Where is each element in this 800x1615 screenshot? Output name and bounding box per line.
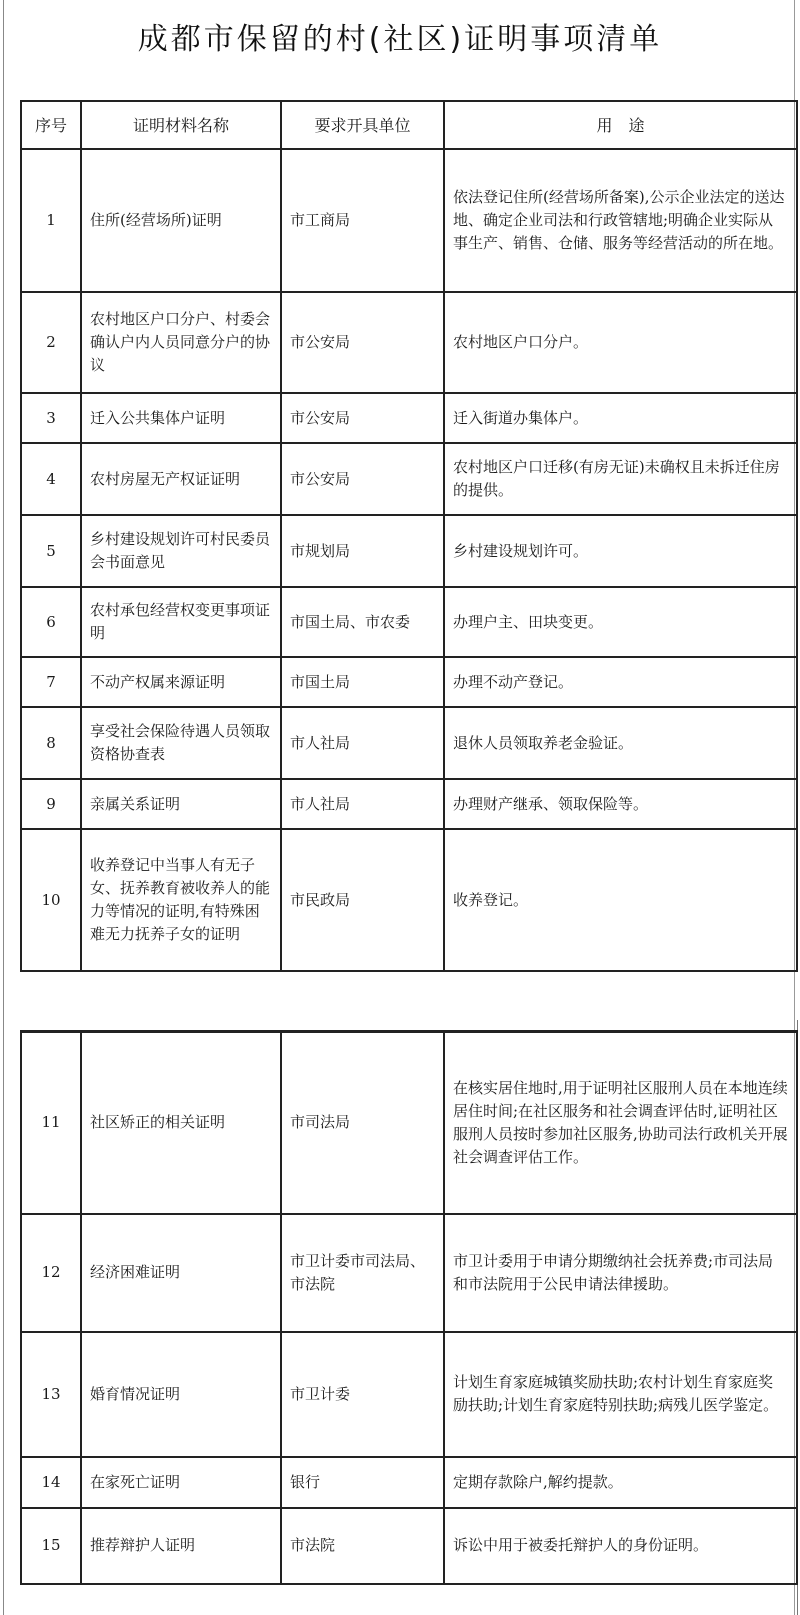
table-row — [21, 443, 797, 515]
row-no: 10 — [21, 829, 81, 971]
row-no: 2 — [21, 292, 81, 393]
row-name: 社区矫正的相关证明 — [81, 1032, 281, 1214]
row-use: 依法登记住所(经营场所备案),公示企业法定的送达地、确定企业司法和行政管辖地;明确企业实际从事生产、销售、仓储、服务等经营活动的所在地。 — [444, 149, 797, 292]
row-name: 婚育情况证明 — [81, 1332, 281, 1457]
row-name: 迁入公共集体户证明 — [81, 393, 281, 443]
row-unit: 市工商局 — [281, 149, 444, 292]
header-name: 证明材料名称 — [81, 101, 281, 149]
header-no: 序号 — [21, 101, 81, 149]
row-use: 办理不动产登记。 — [444, 657, 797, 707]
table-row — [21, 829, 797, 971]
row-unit: 市公安局 — [281, 393, 444, 443]
row-use: 乡村建设规划许可。 — [444, 515, 797, 587]
row-unit: 市民政局 — [281, 829, 444, 971]
header-use: 用 途 — [444, 101, 797, 149]
table-row — [21, 587, 797, 657]
table-row — [21, 1214, 797, 1332]
row-name: 乡村建设规划许可村民委员会书面意见 — [81, 515, 281, 587]
table-row — [21, 515, 797, 587]
row-use: 在核实居住地时,用于证明社区服刑人员在本地连续居住时间;在社区服务和社会调查评估时,证明社区服刑人员按时参加社区服务,协助司法行政机关开展社会调查评估工作。 — [444, 1032, 797, 1214]
row-no: 12 — [21, 1214, 81, 1332]
row-unit: 市公安局 — [281, 292, 444, 393]
page-edge-left — [3, 0, 4, 1615]
row-name: 经济困难证明 — [81, 1214, 281, 1332]
table-row — [21, 292, 797, 393]
row-no: 11 — [21, 1032, 81, 1214]
row-name: 农村承包经营权变更事项证明 — [81, 587, 281, 657]
table-row — [21, 1332, 797, 1457]
row-name: 推荐辩护人证明 — [81, 1508, 281, 1584]
row-unit: 市卫计委 — [281, 1332, 444, 1457]
row-unit: 市人社局 — [281, 707, 444, 779]
row-no: 14 — [21, 1457, 81, 1508]
certificate-table-part-1 — [20, 100, 798, 972]
row-no: 5 — [21, 515, 81, 587]
row-use: 诉讼中用于被委托辩护人的身份证明。 — [444, 1508, 797, 1584]
row-name: 住所(经营场所)证明 — [81, 149, 281, 292]
row-unit: 市规划局 — [281, 515, 444, 587]
row-name: 不动产权属来源证明 — [81, 657, 281, 707]
row-unit: 市公安局 — [281, 443, 444, 515]
row-use: 市卫计委用于申请分期缴纳社会抚养费;市司法局和市法院用于公民申请法律援助。 — [444, 1214, 797, 1332]
table-row — [21, 707, 797, 779]
row-no: 8 — [21, 707, 81, 779]
row-use: 退休人员领取养老金验证。 — [444, 707, 797, 779]
table-row — [21, 1508, 797, 1584]
row-no: 15 — [21, 1508, 81, 1584]
row-no: 1 — [21, 149, 81, 292]
row-use: 迁入街道办集体户。 — [444, 393, 797, 443]
row-unit: 银行 — [281, 1457, 444, 1508]
row-use: 办理财产继承、领取保险等。 — [444, 779, 797, 829]
row-name: 享受社会保险待遇人员领取资格协查表 — [81, 707, 281, 779]
row-no: 6 — [21, 587, 81, 657]
table-row — [21, 657, 797, 707]
row-use: 定期存款除户,解约提款。 — [444, 1457, 797, 1508]
table-row — [21, 393, 797, 443]
row-no: 4 — [21, 443, 81, 515]
row-use: 办理户主、田块变更。 — [444, 587, 797, 657]
row-unit: 市司法局 — [281, 1032, 444, 1214]
table-header-row — [21, 101, 797, 149]
row-no: 13 — [21, 1332, 81, 1457]
row-use: 收养登记。 — [444, 829, 797, 971]
certificate-table-part-2 — [20, 1030, 798, 1585]
row-name: 收养登记中当事人有无子女、抚养教育被收养人的能力等情况的证明,有特殊困难无力抚养子女的证明 — [81, 829, 281, 971]
row-unit: 市卫计委市司法局、市法院 — [281, 1214, 444, 1332]
row-no: 9 — [21, 779, 81, 829]
row-name: 农村地区户口分户、村委会确认户内人员同意分户的协议 — [81, 292, 281, 393]
header-unit: 要求开具单位 — [281, 101, 444, 149]
row-unit: 市人社局 — [281, 779, 444, 829]
row-unit: 市法院 — [281, 1508, 444, 1584]
table-row — [21, 149, 797, 292]
row-use: 农村地区户口迁移(有房无证)未确权且未拆迁住房的提供。 — [444, 443, 797, 515]
row-unit: 市国土局、市农委 — [281, 587, 444, 657]
row-name: 亲属关系证明 — [81, 779, 281, 829]
row-name: 在家死亡证明 — [81, 1457, 281, 1508]
document-title: 成都市保留的村(社区)证明事项清单 — [137, 22, 663, 57]
row-no: 3 — [21, 393, 81, 443]
table-row — [21, 1032, 797, 1214]
table-row — [21, 779, 797, 829]
row-use: 计划生育家庭城镇奖励扶助;农村计划生育家庭奖励扶助;计划生育家庭特别扶助;病残儿医学鉴定。 — [444, 1332, 797, 1457]
row-no: 7 — [21, 657, 81, 707]
row-use: 农村地区户口分户。 — [444, 292, 797, 393]
row-unit: 市国土局 — [281, 657, 444, 707]
row-name: 农村房屋无产权证证明 — [81, 443, 281, 515]
table-row — [21, 1457, 797, 1508]
